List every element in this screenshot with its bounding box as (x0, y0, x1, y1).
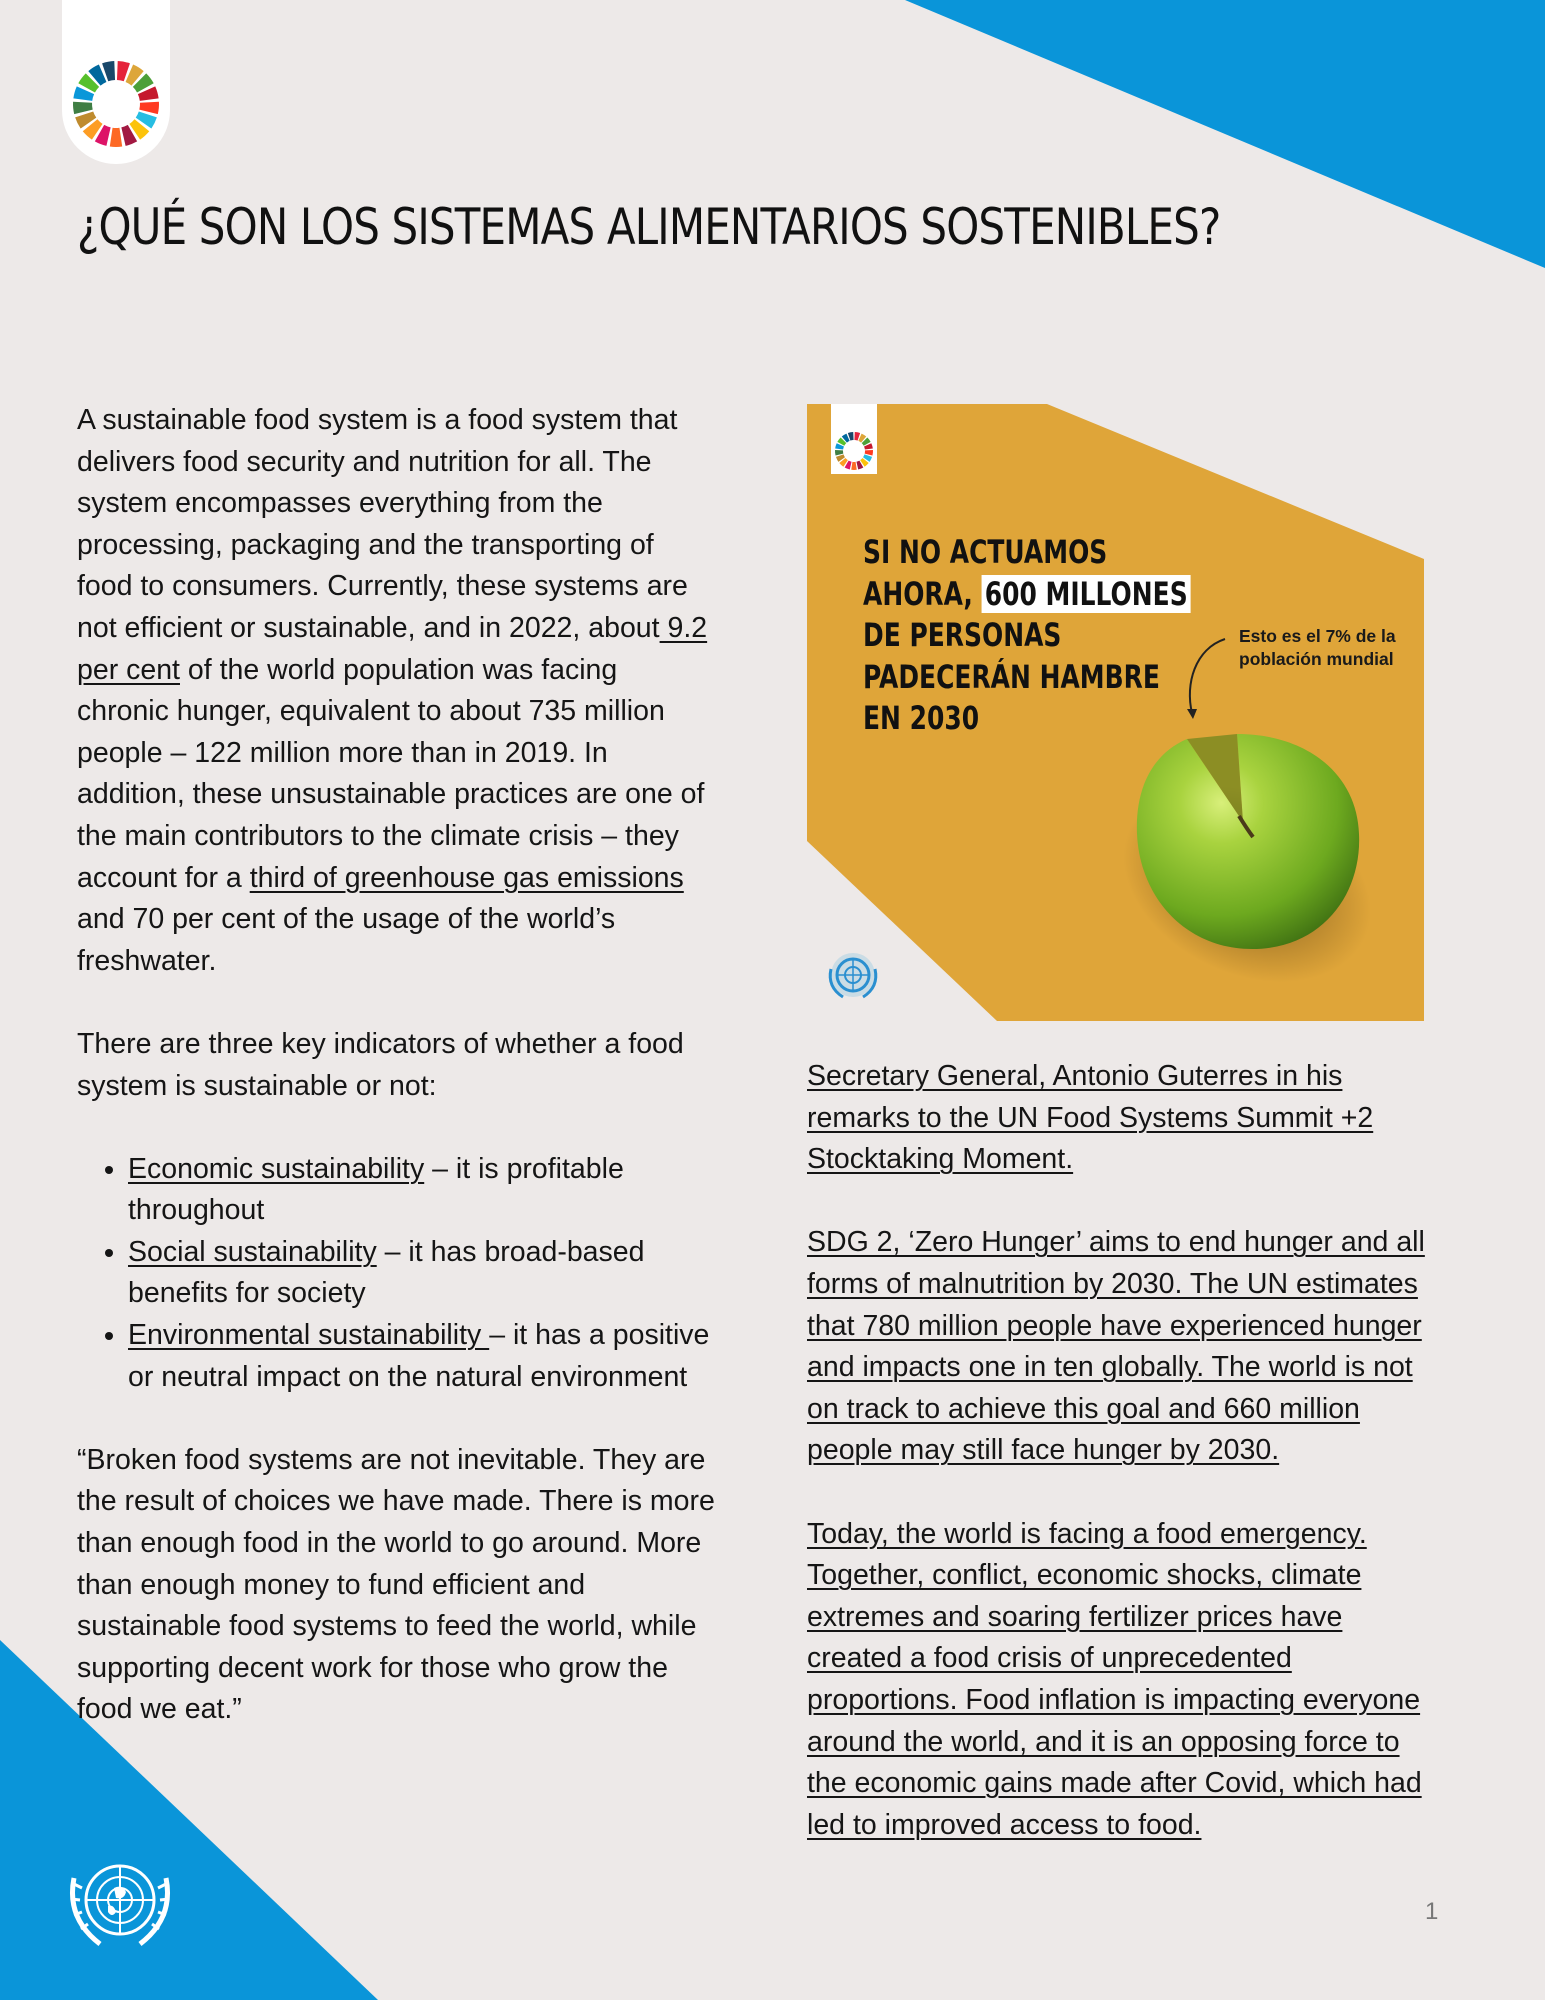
list-item-text: – it is profitable throughout (128, 1152, 624, 1227)
environmental-sustainability-link[interactable]: Environmental sustainability (128, 1319, 490, 1352)
infographic-headline (863, 532, 1191, 740)
headline-highlight: 600 MILLONES (982, 575, 1191, 613)
list-item (128, 1315, 717, 1398)
intro-text-2: of the world population was facing chronic hunger, equivalent to about 735 million people – 122 million more than in 2019. In addition, these unsustainable practices are one of the main contributors to the climate crisis – they account for a (77, 653, 705, 894)
page-number: 1 (1425, 1898, 1439, 1925)
un-emblem-icon (830, 953, 876, 997)
greenhouse-gas-link[interactable]: third of greenhouse gas emissions (249, 861, 684, 894)
food-emergency-link[interactable]: Today, the world is facing a food emergency. Together, conflict, economic shocks, climate extremes and soaring fertilizer prices have created a food crisis of unprecedented proportions. Food inflation is impacting everyone around the world, and it is an opposing force to the economic gains made after Covid, which had led to improved access to food. (807, 1517, 1422, 1841)
hunger-infographic (807, 404, 1424, 1021)
sdg-wheel-segment (73, 102, 93, 114)
sdg-wheel-icon (72, 60, 160, 148)
indicators-intro: There are three key indicators of whether a food system is sustainable or not: (77, 1027, 684, 1102)
list-item (128, 1232, 717, 1315)
list-item (128, 1149, 717, 1232)
intro-text-3: and 70 per cent of the usage of the world’s freshwater. (77, 903, 616, 977)
sdg2-link[interactable]: SDG 2, ‘Zero Hunger’ aims to end hunger and all forms of malnutrition by 2030. The UN estimates that 780 million people have experienced hunger and impacts one in ten globally. The world is not on track to achieve this goal and 660 million people may still face hunger by 2030. (807, 1226, 1425, 1467)
headline-line: SI NO ACTUAMOS (863, 533, 1108, 571)
hunger-percent-link[interactable]: 9.2 per cent (77, 611, 708, 686)
page-title: ¿QUÉ SON LOS SISTEMAS ALIMENTARIOS SOSTENIBLES? (77, 198, 1221, 256)
headline-line: EN 2030 (863, 699, 980, 737)
sdg-wheel-segment (110, 128, 122, 147)
headline-line: PADECERÁN HAMBRE (863, 657, 1160, 696)
economic-sustainability-link[interactable]: Economic sustainability (128, 1152, 425, 1185)
list-item-text: – it has a positive or neutral impact on the natural environment (128, 1319, 710, 1393)
un-emblem-icon (60, 1848, 180, 1958)
population-note: Esto es el 7% de la población mundial (1239, 626, 1396, 669)
social-sustainability-link[interactable]: Social sustainability (128, 1235, 377, 1268)
sdg-logo-tab (62, 0, 170, 164)
list-item-text: – it has broad-based benefits for society (128, 1235, 645, 1310)
caption-link[interactable]: Secretary General, Antonio Guterres in his remarks to the UN Food Systems Summit +2 Stocktaking Moment. (807, 1060, 1374, 1176)
headline-line: AHORA, (863, 574, 973, 613)
guterres-quote: “Broken food systems are not inevitable. They are the result of choices we have made. There is more than enough food in the world to go around. More than enough money to fund efficient and sustainable food systems to feed the world, while supporting decent work for those who grow the food we eat.” (77, 1443, 715, 1726)
headline-line: DE PERSONAS (863, 616, 1062, 654)
indicators-list (77, 1149, 717, 1399)
intro-paragraph (77, 400, 717, 982)
right-column (807, 1056, 1442, 1846)
left-column (77, 400, 717, 1731)
intro-text-1: A sustainable food system is a food system that delivers food security and nutrition for all. The system encompasses everything from the processing, packaging and the transporting of food to consumers. Currently, these systems are not efficient or sustainable, and in 2022, about (77, 404, 688, 644)
sdg-wheel-segment (139, 102, 159, 114)
